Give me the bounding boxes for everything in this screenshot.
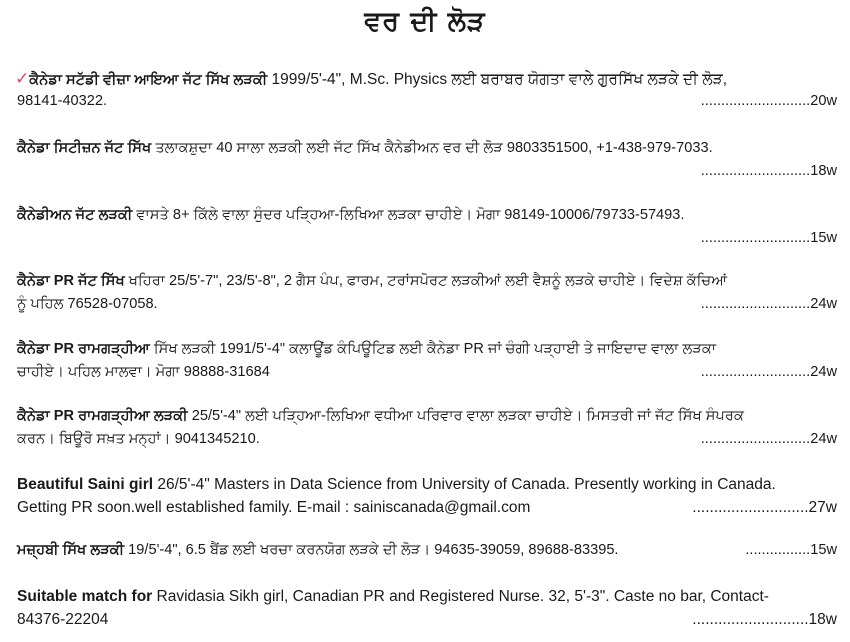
ad-text: Getting PR soon.well established family. E-mail : sainiscanada@gmail.com bbox=[17, 499, 531, 516]
checkmark-icon: ✓ bbox=[15, 69, 30, 88]
classified-ad bbox=[17, 338, 837, 384]
ad-text: 98141-40322. bbox=[17, 93, 108, 109]
ad-lead: Beautiful Saini girl bbox=[17, 476, 154, 493]
ad-text: ਵਾਸਤੇ 8+ ਕਿੱਲੇ ਵਾਲਾ ਸੁੰਦਰ ਪੜ੍ਹਿਆ-ਲਿਖਿਆ ਲੜਕਾ ਚਾਹੀਏ। ਮੋਗਾ 98149-10006/79733-57493. bbox=[132, 207, 685, 223]
classified-ad bbox=[17, 539, 837, 562]
ad-code: ................15w bbox=[741, 539, 837, 562]
ad-code: ...........................24w bbox=[697, 293, 837, 316]
ad-code: ...........................18w bbox=[697, 160, 837, 183]
ad-text: ਖਹਿਰਾ 25/5'-7", 23/5'-8", 2 ਗੈਸ ਪੰਪ, ਫਾਰਮ, ਟਰਾਂਸਪੋਰਟ ਲੜਕੀਆਂ ਲਈ ਵੈਸ਼ਨੂੰ ਲੜਕੇ ਚਾਹੀਏ। ਵਿਦੇਸ਼ ਕੱਚਿਆਂ bbox=[124, 273, 728, 289]
ad-text: 84376-22204 bbox=[17, 611, 109, 628]
ad-lead: ਕੈਨੇਡਾ PR ਰਾਮਗੜ੍ਹੀਆ bbox=[17, 341, 150, 357]
ad-lead: ਕੈਨੇਡਾ PR ਜੱਟ ਸਿੱਖ bbox=[17, 273, 125, 289]
ad-lead: ਕੈਨੇਡਾ PR ਰਾਮਗੜ੍ਹੀਆ ਲੜਕੀ bbox=[17, 408, 188, 424]
ad-lead: ਕੈਨੇਡੀਅਨ ਜੱਟ ਲੜਕੀ bbox=[17, 207, 133, 223]
ad-text: Ravidasia Sikh girl, Canadian PR and Registered Nurse. 32, 5'-3". Caste no bar, Contact- bbox=[152, 588, 769, 605]
ad-lead: ਕੈਨੇਡਾ ਸਟੱਡੀ ਵੀਜ਼ਾ ਆਇਆ ਜੱਟ ਸਿੱਖ ਲੜਕੀ bbox=[29, 72, 268, 88]
ad-code: ...........................18w bbox=[688, 608, 837, 631]
ad-text: 1999/5'-4", M.Sc. Physics ਲਈ ਬਰਾਬਰ ਯੋਗਤਾ ਵਾਲੇ ਗੁਰਸਿੱਖ ਲੜਕੇ ਦੀ ਲੋੜ, bbox=[267, 71, 728, 88]
ad-lead: ਮਜ਼੍ਹਬੀ ਸਿੱਖ ਲੜਕੀ bbox=[17, 542, 125, 558]
ad-code: ...........................15w bbox=[697, 227, 837, 250]
ad-text: ਨੂੰ ਪਹਿਲ 76528-07058. bbox=[17, 296, 158, 312]
classified-ad bbox=[17, 405, 837, 451]
classified-ad bbox=[17, 270, 837, 316]
ad-text: 25/5'-4" ਲਈ ਪੜ੍ਹਿਆ-ਲਿਖਿਆ ਵਧੀਆ ਪਰਿਵਾਰ ਵਾਲਾ ਲੜਕਾ ਚਾਹੀਏ। ਮਿਸਤਰੀ ਜਾਂ ਜੱਟ ਸਿੱਖ ਸੰਪਰਕ bbox=[187, 408, 744, 424]
ad-text: ਚਾਹੀਏ। ਪਹਿਲ ਮਾਲਵਾ। ਮੋਗਾ 98888-31684 bbox=[17, 364, 270, 380]
ad-lead: ਕੈਨੇਡਾ ਸਿਟੀਜ਼ਨ ਜੱਟ ਸਿੱਖ bbox=[17, 140, 152, 156]
classified-ad bbox=[17, 67, 837, 113]
ad-code: ...........................24w bbox=[697, 361, 837, 384]
ad-text: ਸਿੱਖ ਲੜਕੀ 1991/5'-4" ਕਲਾਊਂਡ ਕੰਪਿਊਟਿਡ ਲਈ ਕੈਨੇਡਾ PR ਜਾਂ ਚੰਗੀ ਪੜ੍ਹਾਈ ਤੇ ਜਾਇਦਾਦ ਵਾਲਾ ਲੜਕਾ bbox=[149, 341, 717, 357]
ad-text: ਤਲਾਕਸ਼ੁਦਾ 40 ਸਾਲਾ ਲੜਕੀ ਲਈ ਜੱਟ ਸਿੱਖ ਕੈਨੇਡੀਅਨ ਵਰ ਦੀ ਲੋੜ 9803351500, +1-438-979-7033. bbox=[151, 140, 713, 156]
ad-text: ਕਰਨ। ਬਿਊਰੋ ਸਖ਼ਤ ਮਨ੍ਹਾਂ। 9041345210. bbox=[17, 431, 260, 447]
ad-text: 19/5'-4", 6.5 ਬੈਂਡ ਲਈ ਖਰਚਾ ਕਰਨਯੋਗ ਲੜਕੇ ਦੀ ਲੋੜ। 94635-39059, 89688-83395. bbox=[124, 542, 619, 558]
ad-code: ...........................27w bbox=[688, 496, 837, 519]
page-title: ਵਰ ਦੀ ਲੋੜ bbox=[364, 6, 486, 37]
classified-ad bbox=[17, 473, 837, 519]
ad-code: ...........................24w bbox=[697, 428, 837, 451]
ad-lead: Suitable match for bbox=[17, 588, 153, 605]
ad-text: 26/5'-4" Masters in Data Science from University of Canada. Presently working in Canada. bbox=[153, 476, 776, 493]
classified-ad bbox=[17, 137, 837, 183]
classified-ad bbox=[17, 204, 837, 250]
ad-code: ...........................20w bbox=[697, 90, 837, 113]
classified-ad bbox=[17, 585, 837, 631]
